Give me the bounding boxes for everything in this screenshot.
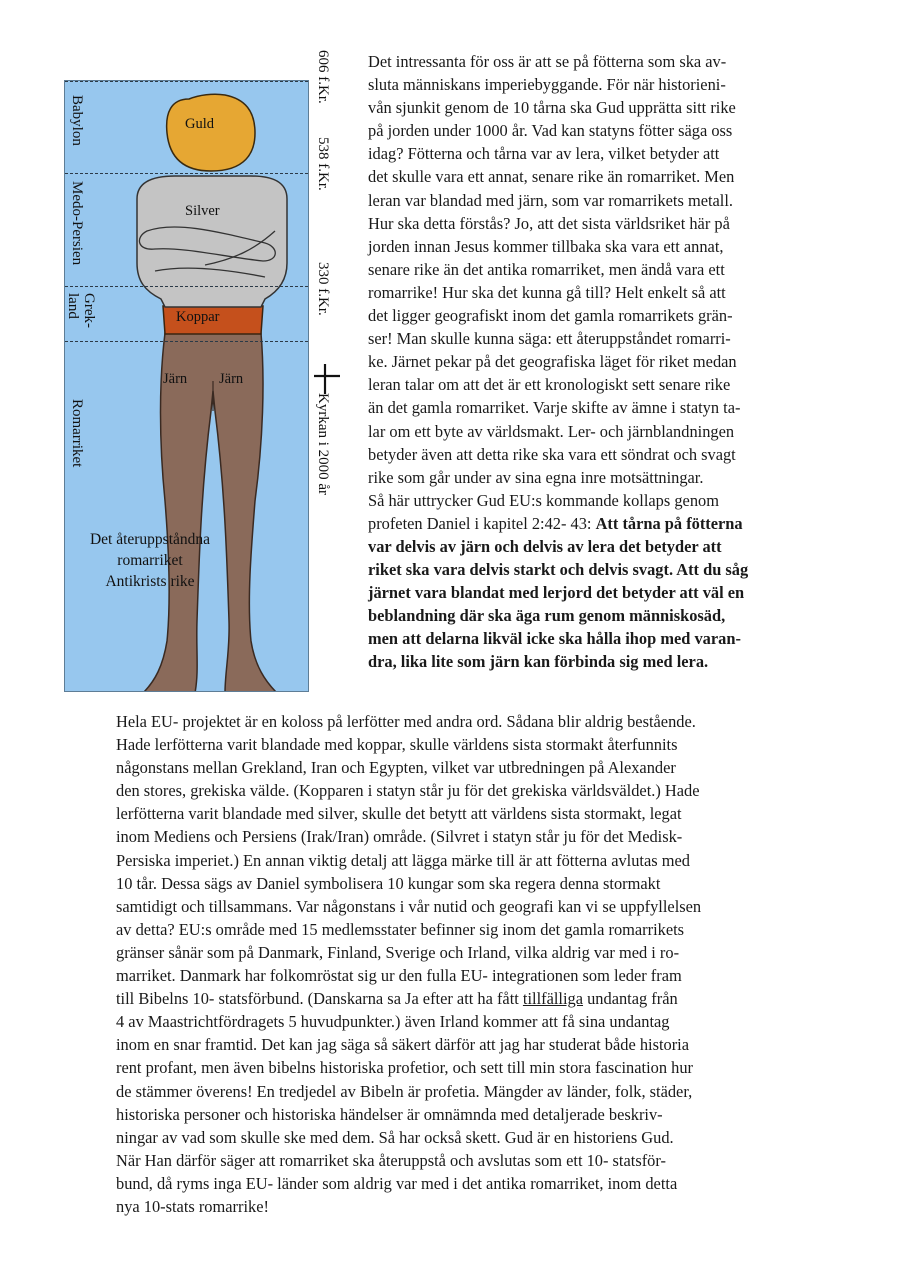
text-line: Hela EU- projektet är en koloss på lerfötter med andra ord. Sådana blir aldrig bestående.	[116, 712, 696, 731]
figure-caption	[65, 529, 235, 592]
text-line: lerfötterna varit blandade med silver, skulle det betytt att världens sista stormakt, legat	[116, 804, 682, 824]
text-line: historiska personer och historiska händelser är omnämnda med detaljerade beskriv-	[116, 1104, 663, 1124]
caption-line: Det återuppståndna	[89, 531, 211, 548]
text-line: sluta människans imperiebyggande. För när historieni-	[368, 75, 726, 95]
text-line: samtidigt och tillsammans. Var någonstans i vår nutid och geografi kan vi se uppfyllelsen	[116, 896, 702, 916]
text-line-mixed	[368, 512, 808, 535]
era-medo-persia: Medo-Persien	[69, 181, 85, 266]
text-line: leran talar om att det är ett kronologiskt sett senare rike	[368, 375, 731, 395]
right-column-text	[368, 50, 808, 674]
date-538: 538 f.Kr.	[315, 137, 331, 191]
era-greece-part2: land	[65, 293, 81, 319]
label-iron-left: Järn	[163, 371, 188, 387]
text-line: När Han därför säger att romarriket ska återuppstå och avslutas som ett 10- statsför-	[116, 1150, 666, 1170]
text-line: på jorden under 1000 år. Vad kan statyns fötter säga oss	[368, 121, 733, 141]
text-line-underlined	[116, 987, 856, 1010]
quote-line: dra, lika lite som järn kan förbinda sig med lera.	[368, 652, 709, 672]
era-greece-part1: Grek-	[81, 293, 97, 328]
text-line: än det gamla romarriket. Varje skifte av ämne i statyn ta-	[368, 398, 741, 418]
text-line: lar om ett byte av världsmakt. Ler- och järnblandningen	[368, 421, 735, 441]
label-silver: Silver	[185, 203, 220, 219]
text-line: rent profant, men även bibelns historiska profetior, och sett till min stora fascination hur	[116, 1058, 693, 1078]
text-line: av detta? EU:s område med 15 medlemsstater befinner sig inom det gamla romarrikets	[116, 919, 685, 939]
date-church: Kyrkan i 2000 år	[315, 393, 331, 496]
text-line: ningar av vad som skulle ske med dem. Så har också skett. Gud är en historiens Gud.	[116, 1127, 674, 1147]
text-line: Det intressanta för oss är att se på fötterna som ska av-	[368, 52, 727, 71]
statue-chest-silver	[137, 176, 287, 307]
date-606: 606 f.Kr.	[315, 50, 331, 104]
text-line: betyder även att detta rike ska vara ett söndrat och svagt	[368, 444, 736, 464]
text-line: Hade lerfötterna varit blandade med koppar, skulle världens sista stormakt återfunnits	[116, 735, 678, 755]
label-copper: Koppar	[176, 309, 220, 325]
era-babylon: Babylon	[69, 95, 85, 146]
text-line: de stämmer överens! En tredjedel av Bibeln är profetia. Mängder av länder, folk, städer,	[116, 1081, 693, 1101]
text-line: Hur ska detta förstås? Jo, att det sista världsriket här på	[368, 213, 730, 233]
bottom-text	[116, 710, 856, 1218]
quote-line: järnet vara blandat med lerjord det betyder att väl en	[368, 583, 745, 603]
text-line: vån sjunkit genom de 10 tårna ska Gud upprätta sitt rike	[368, 98, 736, 118]
quote-start: Att tårna på fötterna	[595, 513, 743, 533]
text-line: bund, då ryms inga EU- länder som aldrig var med i det antika romarriket, inom detta	[116, 1173, 678, 1193]
date-330: 330 f.Kr.	[315, 262, 331, 316]
underlined-word: tillfälliga	[522, 989, 584, 1009]
quote-line: var delvis av järn och delvis av lera det betyder att	[368, 536, 722, 556]
quote-line: beblandning där ska äga rum genom människosäd,	[368, 606, 726, 626]
text-line: 4 av Maastrichtfördragets 5 huvudpunkter.) även Irland kommer att få sina undantag	[116, 1012, 670, 1032]
text-line: inom en snar framtid. Det kan jag säga så säkert därför att jag har studerat både historia	[116, 1035, 690, 1055]
text-segment: undantag från	[583, 989, 678, 1009]
text-line: Persiska imperiet.) En annan viktig detalj att lägga märke till är att fötterna avlutas med	[116, 850, 690, 870]
label-iron-right: Järn	[219, 371, 244, 387]
label-gold: Guld	[185, 116, 214, 132]
text-line: Så här uttrycker Gud EU:s kommande kollaps genom	[368, 490, 719, 510]
text-line: det skulle vara ett annat, senare rike än romarriket. Men	[368, 167, 735, 187]
text-line: ke. Järnet pekar på det geografiska läget för riket medan	[368, 352, 737, 372]
text-segment: till Bibelns 10- statsförbund. (Danskarna sa Ja efter att ha fått	[116, 989, 523, 1009]
text-line: jorden innan Jesus kommer tillbaka ska vara ett annat,	[368, 236, 724, 256]
cross-icon	[312, 364, 342, 394]
text-line: 10 tår. Dessa sägs av Daniel symbolisera 10 kungar som ska regera denna stormakt	[116, 873, 661, 893]
text-line: inom Mediens och Persiens (Irak/Iran) område. (Silvret i statyn står ju för det Medisk-	[116, 827, 683, 847]
text-line: idag? Fötterna och tårna var av lera, vilket betyder att	[368, 144, 720, 164]
text-line: nya 10-stats romarrike!	[116, 1196, 269, 1216]
quote-line: riket ska vara delvis starkt och delvis svagt. Att du såg	[368, 560, 749, 580]
statue-figure	[64, 80, 309, 692]
text-line: rike som går under av sina egna inre motsättningar.	[368, 467, 704, 487]
caption-line: romarriket	[117, 552, 183, 569]
text-line: gränser sånär som på Danmark, Finland, Sverige och Irland, vilka aldrig var med i ro-	[116, 942, 680, 962]
era-rome: Romarriket	[69, 399, 85, 468]
text-line: romarrike! Hur ska det kunna gå till? Helt enkelt så att	[368, 282, 726, 302]
text-line: marriket. Danmark har folkomröstat sig ur den fulla EU- integrationen som leder fram	[116, 966, 682, 986]
text-line: någonstans mellan Grekland, Iran och Egypten, vilket var utbredningen på Alexander	[116, 758, 676, 778]
quote-intro: profeten Daniel i kapitel 2:42- 43:	[368, 513, 596, 533]
caption-line: Antikrists rike	[105, 573, 195, 590]
text-line: den stores, grekiska välde. (Kopparen i statyn står ju för det grekiska världsväldet.) Hade	[116, 781, 700, 801]
text-line: ser! Man skulle kunna säga: ett återuppståndet romarri-	[368, 329, 731, 349]
text-line: leran var blandad med järn, som var romarrikets metall.	[368, 190, 734, 210]
quote-line: men att delarna likväl icke ska hålla ihop med varan-	[368, 629, 741, 649]
text-line: senare rike än det antika romarriket, men ändå vara ett	[368, 259, 725, 279]
text-line: det ligger geografiskt inom det gamla romarrikets grän-	[368, 306, 733, 326]
